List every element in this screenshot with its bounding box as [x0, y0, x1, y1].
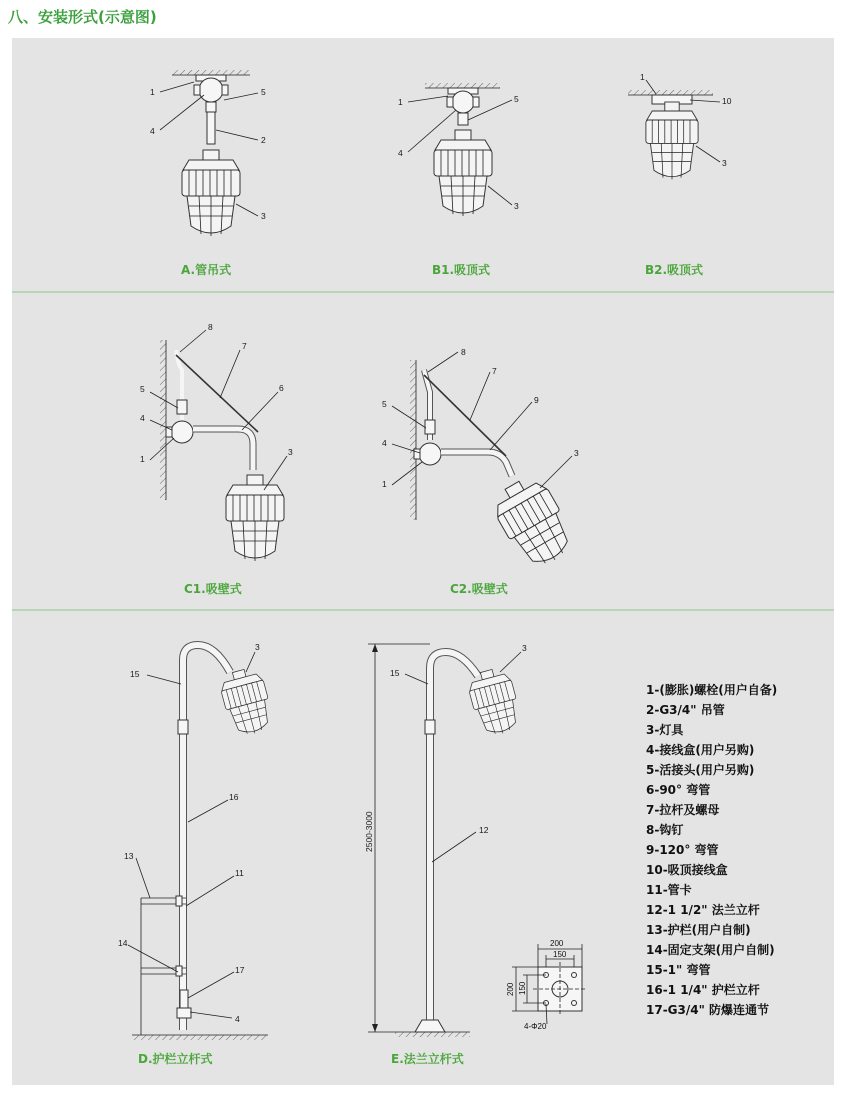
callout-1-c2: 1: [382, 479, 387, 489]
callout-7-c2: 7: [492, 366, 497, 376]
legend-item: 17-G3/4" 防爆连通节: [646, 1003, 770, 1017]
legend-item: 15-1" 弯管: [646, 963, 711, 977]
callout-2-a: 2: [261, 135, 266, 145]
parts-legend: [646, 682, 777, 1017]
callout-4-c1: 4: [140, 413, 145, 423]
callout-5-c1: 5: [140, 384, 145, 394]
callout-8-c1: 8: [208, 322, 213, 332]
figure-a-pipe-pendant: [172, 70, 250, 236]
callout-1-c1: 1: [140, 454, 145, 464]
callout-15-d: 15: [130, 669, 140, 679]
caption-c1: C1.吸壁式: [184, 582, 242, 596]
figure-e-flange-pole: [368, 644, 524, 1037]
figure-c2-callouts: [392, 352, 572, 488]
callout-15-e: 15: [390, 668, 400, 678]
legend-item: 9-120° 弯管: [646, 843, 719, 857]
callout-4-d: 4: [235, 1014, 240, 1024]
legend-item: 5-活接头(用户另购): [646, 763, 755, 777]
callout-5-c2: 5: [382, 399, 387, 409]
callout-12-e: 12: [479, 825, 489, 835]
callout-17-d: 17: [235, 965, 245, 975]
callout-4-b1: 4: [398, 148, 403, 158]
callout-11-d: 11: [235, 868, 244, 878]
dimension-flange-inner-vertical: 150: [518, 981, 527, 995]
dimension-flange-outer-vertical: 200: [506, 982, 515, 996]
callout-16-d: 16: [229, 792, 239, 802]
legend-item: 8-钩钉: [646, 823, 684, 837]
caption-a: A.管吊式: [181, 263, 232, 277]
callout-13-d: 13: [124, 851, 134, 861]
caption-e: E.法兰立杆式: [391, 1052, 464, 1066]
callout-3-c1: 3: [288, 447, 293, 457]
callout-7-c1: 7: [242, 341, 247, 351]
callout-1-b1: 1: [398, 97, 403, 107]
legend-item: 2-G3/4" 吊管: [646, 703, 725, 717]
section-heading: 八、安装形式(示意图): [8, 8, 157, 26]
figure-d-railing-pole: [132, 645, 276, 1040]
legend-item: 3-灯具: [646, 723, 684, 737]
figure-b1-ceiling-mount: [425, 83, 500, 216]
callout-1-b2: 1: [640, 72, 645, 82]
callout-3-c2: 3: [574, 448, 579, 458]
dimension-height-range: 2500-3000: [364, 811, 374, 852]
figure-c1-callouts: [150, 330, 287, 490]
figure-c1-wall-mount: [160, 340, 284, 561]
callout-14-d: 14: [118, 938, 128, 948]
callout-3-b2: 3: [722, 158, 727, 168]
dimension-flange-outer: 200: [550, 939, 564, 948]
legend-item: 11-管卡: [646, 883, 692, 897]
legend-item: 10-吸顶接线盒: [646, 863, 728, 877]
legend-item: 12-1 1/2" 法兰立杆: [646, 903, 760, 917]
callout-5-a: 5: [261, 87, 266, 97]
callout-3-a: 3: [261, 211, 266, 221]
legend-item: 13-护栏(用户自制): [646, 923, 751, 937]
callout-10-b2: 10: [722, 96, 732, 106]
dimension-flange-inner: 150: [553, 950, 567, 959]
callout-3-e: 3: [522, 643, 527, 653]
callout-4-c2: 4: [382, 438, 387, 448]
figure-c2-wall-mount: [410, 360, 580, 574]
caption-b1: B1.吸顶式: [432, 263, 491, 277]
legend-item: 1-(膨胀)螺栓(用户自备): [646, 683, 778, 697]
legend-item: 7-拉杆及螺母: [646, 803, 720, 817]
callout-9-c2: 9: [534, 395, 539, 405]
legend-item: 6-90° 弯管: [646, 783, 711, 797]
legend-item: 14-固定支架(用户自制): [646, 943, 775, 957]
callout-6-c1: 6: [279, 383, 284, 393]
dimension-holes: 4-Φ20: [524, 1022, 547, 1031]
caption-c2: C2.吸壁式: [450, 582, 508, 596]
callout-4-a: 4: [150, 126, 155, 136]
callout-5-b1: 5: [514, 94, 519, 104]
callout-3-b1: 3: [514, 201, 519, 211]
legend-item: 4-接线盒(用户另购): [646, 743, 755, 757]
callout-1-a: 1: [150, 87, 155, 97]
callout-3-d: 3: [255, 642, 260, 652]
legend-item: 16-1 1/4" 护栏立杆: [646, 983, 760, 997]
caption-d: D.护栏立杆式: [138, 1052, 213, 1066]
figure-b2-ceiling-box: [628, 90, 713, 179]
caption-b2: B2.吸顶式: [645, 263, 704, 277]
callout-8-c2: 8: [461, 347, 466, 357]
